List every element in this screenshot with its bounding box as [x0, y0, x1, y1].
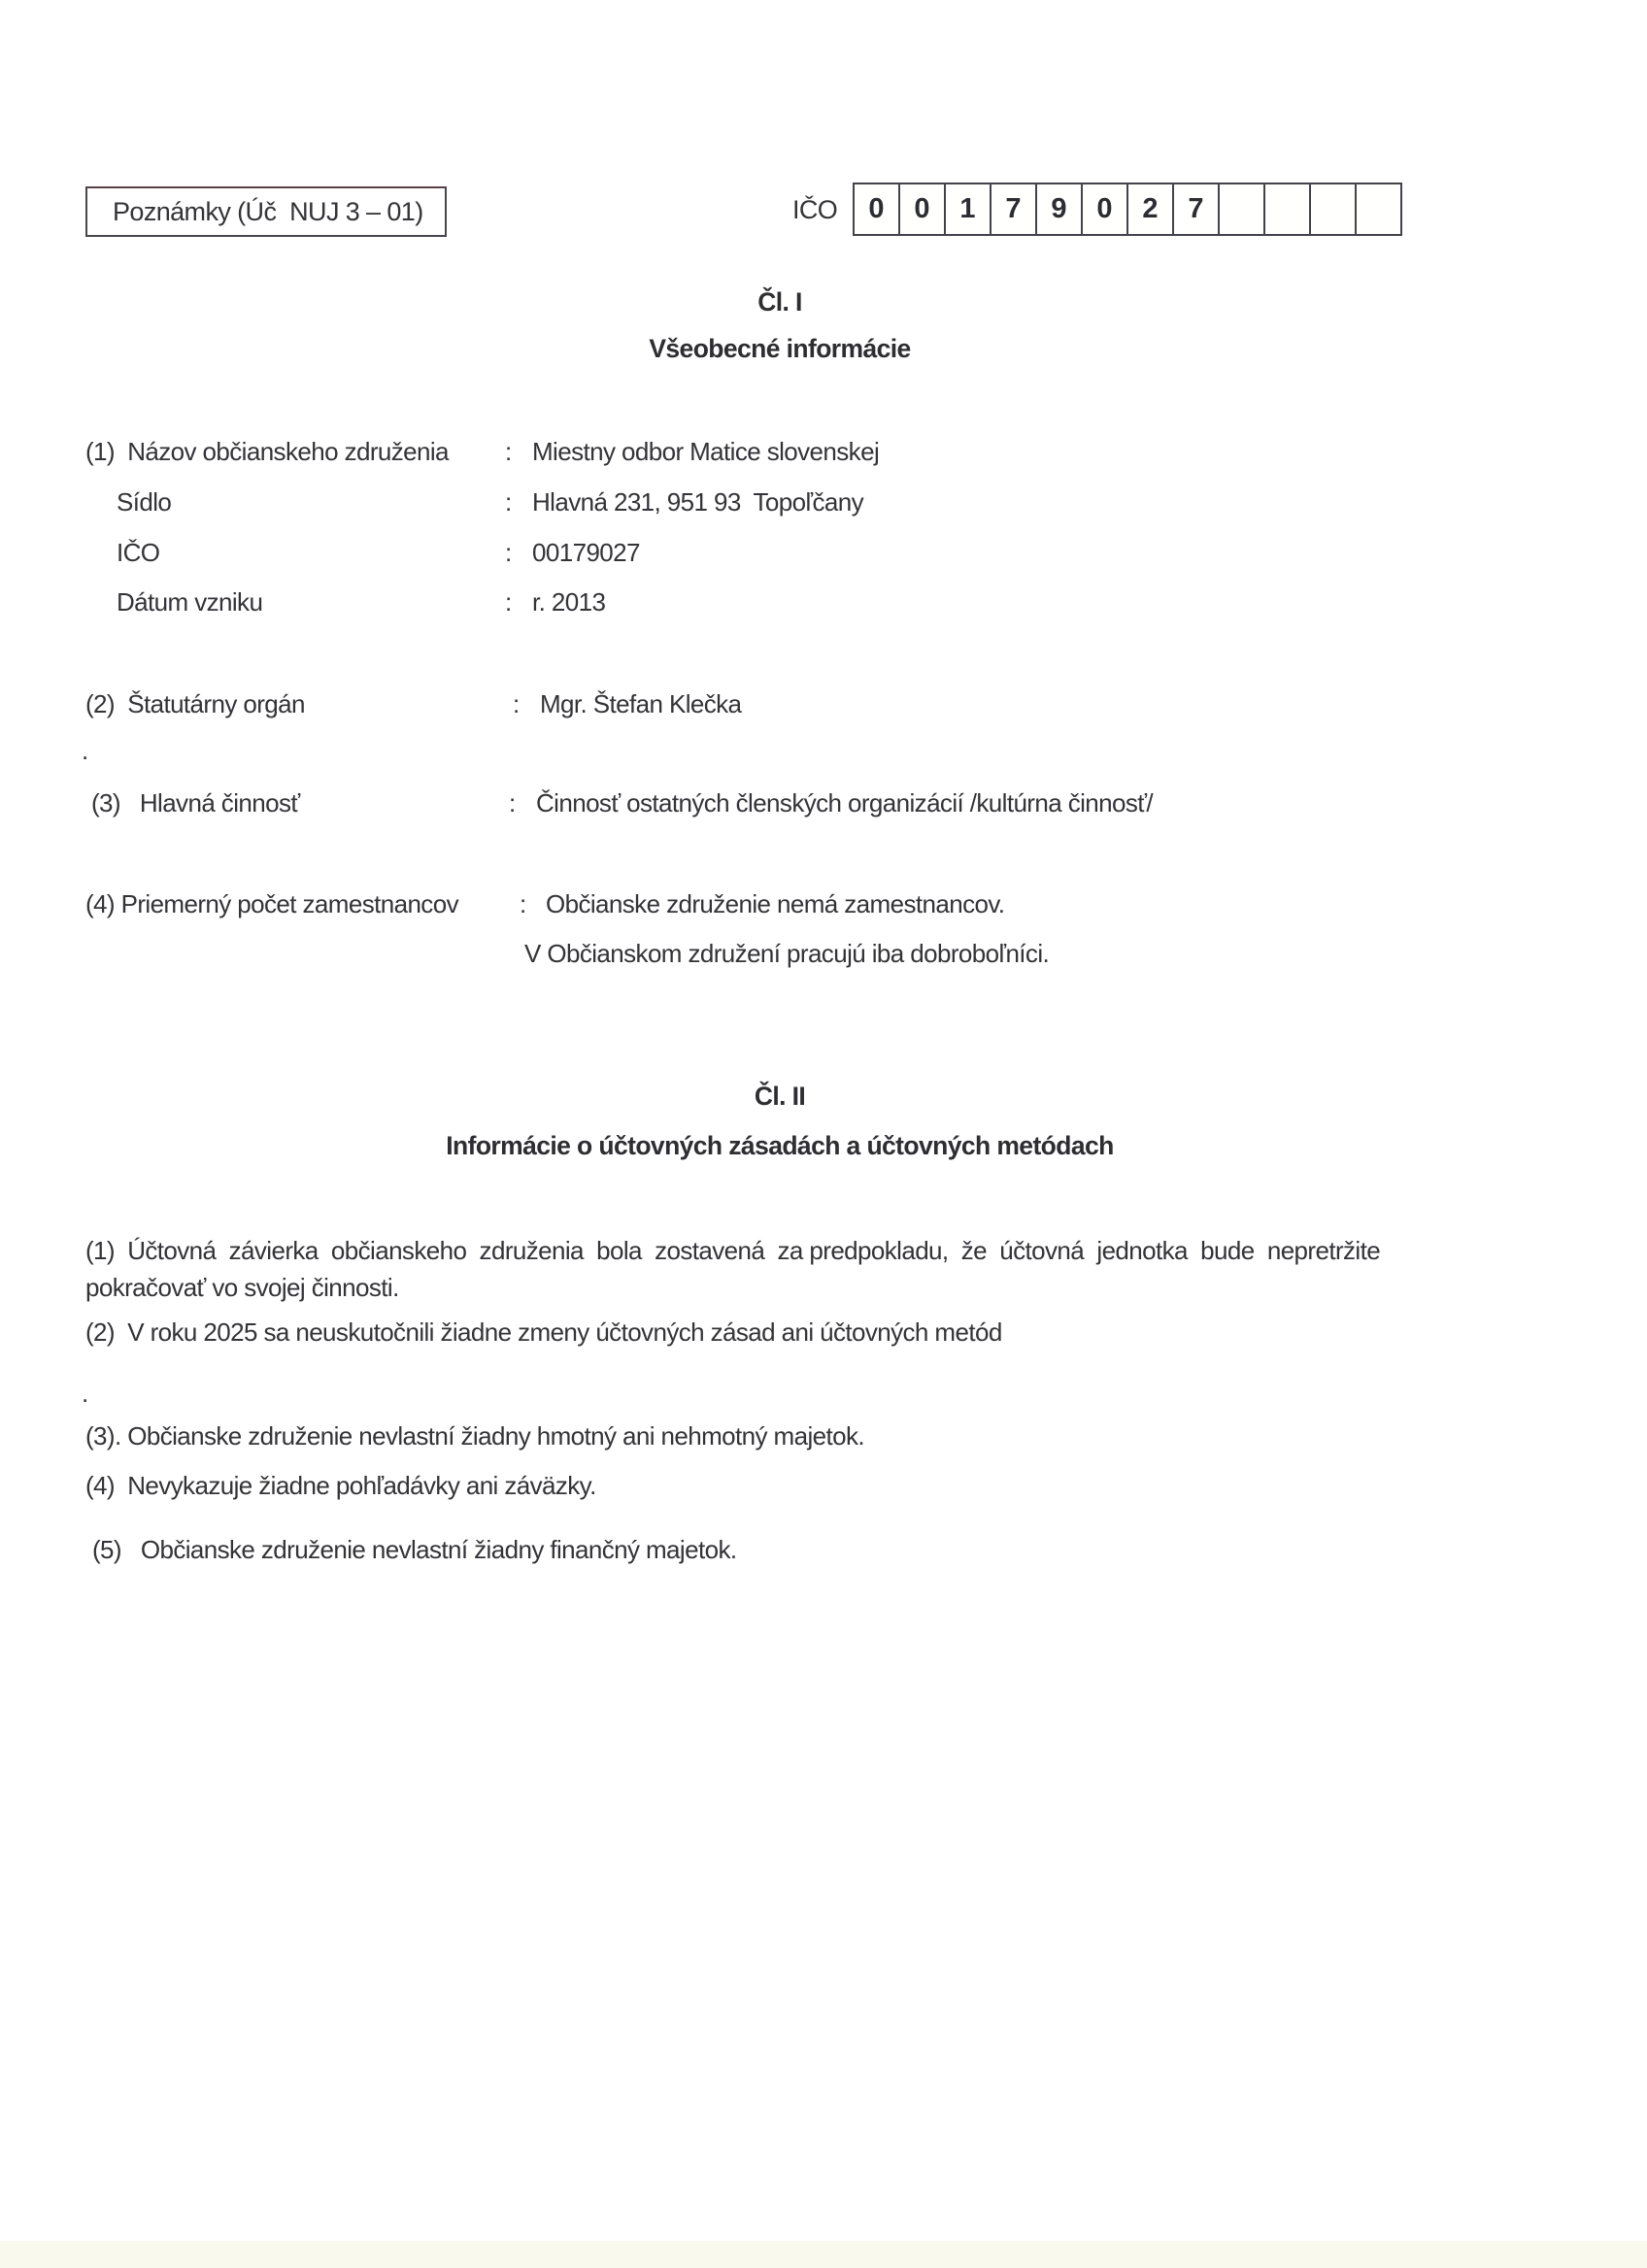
field-label: IČO [117, 538, 160, 567]
article2-subtitle: Informácie o účtovných zásadách a účtovných metódach [446, 1131, 1114, 1160]
ico-digit-cell: 1 [944, 183, 992, 236]
article1-title: Čl. I [757, 287, 802, 317]
ico-digit-cell [1309, 183, 1357, 236]
field-value: Činnosť ostatných členských organizácií /kultúrna činnosť/ [536, 788, 1154, 817]
paragraph-1-line1: (1) Účtovná závierka občianskeho združenia bola zostavená za predpokladu, že účtovná jednotka bude nepretržite [85, 1236, 1381, 1265]
ico-label: IČO [792, 195, 838, 224]
paragraph-2: (2) V roku 2025 sa neuskutočnili žiadne zmeny účtovných zásad ani účtovných metód [85, 1317, 1002, 1347]
field-value: Miestny odbor Matice slovenskej [532, 437, 880, 466]
field-colon: : [505, 437, 512, 466]
form-title: Poznámky (Úč NUJ 3 – 01) [113, 196, 423, 226]
ico-digit-cell [1218, 183, 1265, 236]
paragraph-1-line2: pokračovať vo svojej činnosti. [85, 1273, 399, 1302]
paragraph-5: (5) Občianske združenie nevlastní žiadny finančný majetok. [92, 1535, 737, 1564]
ico-digit-cell: 7 [990, 183, 1037, 236]
ico-digit-cell: 9 [1035, 183, 1083, 236]
field-colon: : [505, 538, 512, 567]
field-value: Hlavná 231, 951 93 Topoľčany [532, 487, 863, 517]
paragraph-4: (4) Nevykazuje žiadne pohľadávky ani záväzky. [85, 1471, 596, 1500]
field-value: 00179027 [532, 538, 640, 567]
ico-digit-grid [853, 183, 1402, 236]
field-row-ico [0, 538, 1647, 571]
field-label: Dátum vzniku [117, 587, 263, 617]
field-row-nazov [0, 437, 1647, 470]
ico-digit-cell: 0 [898, 183, 946, 236]
ico-digit-cell: 7 [1172, 183, 1220, 236]
ico-digit-cell: 0 [853, 183, 900, 236]
form-title-box [85, 186, 447, 237]
field-colon: : [505, 487, 512, 517]
field-label: (4) Priemerný počet zamestnancov [85, 889, 458, 918]
field-colon: : [520, 889, 526, 918]
field-row-sidlo [0, 487, 1647, 520]
field-row-pocet-zamestnancov [0, 889, 1647, 922]
scan-artifact-band [0, 2241, 1647, 2268]
article2-title: Čl. II [754, 1082, 806, 1111]
stray-dot: . [82, 736, 88, 765]
field-colon: : [509, 788, 516, 817]
field-row-datum-vzniku [0, 587, 1647, 620]
field-label: (2) Štatutárny orgán [85, 689, 305, 718]
ico-digit-cell: 0 [1081, 183, 1128, 236]
field-label: (1) Názov občianskeho združenia [85, 437, 449, 466]
field-value: Občianske združenie nemá zamestnancov. [546, 889, 1005, 918]
field-value-line2: V Občianskom združení pracujú iba dobroboľníci. [524, 939, 1050, 968]
ico-digit-cell: 2 [1126, 183, 1174, 236]
field-row-statutarny-organ [0, 689, 1647, 722]
field-value: r. 2013 [532, 587, 606, 617]
stray-dot: . [82, 1379, 88, 1408]
ico-digit-cell [1263, 183, 1311, 236]
article1-subtitle: Všeobecné informácie [649, 334, 911, 363]
field-row-hlavna-cinnost [0, 788, 1647, 821]
paragraph-3: (3). Občianske združenie nevlastní žiadny hmotný ani nehmotný majetok. [85, 1421, 864, 1451]
field-label: (3) Hlavná činnosť [91, 788, 300, 817]
ico-digit-cell [1355, 183, 1402, 236]
field-label: Sídlo [117, 487, 172, 517]
field-value: Mgr. Štefan Klečka [540, 689, 742, 718]
field-colon: : [505, 587, 512, 617]
field-colon: : [513, 689, 520, 718]
